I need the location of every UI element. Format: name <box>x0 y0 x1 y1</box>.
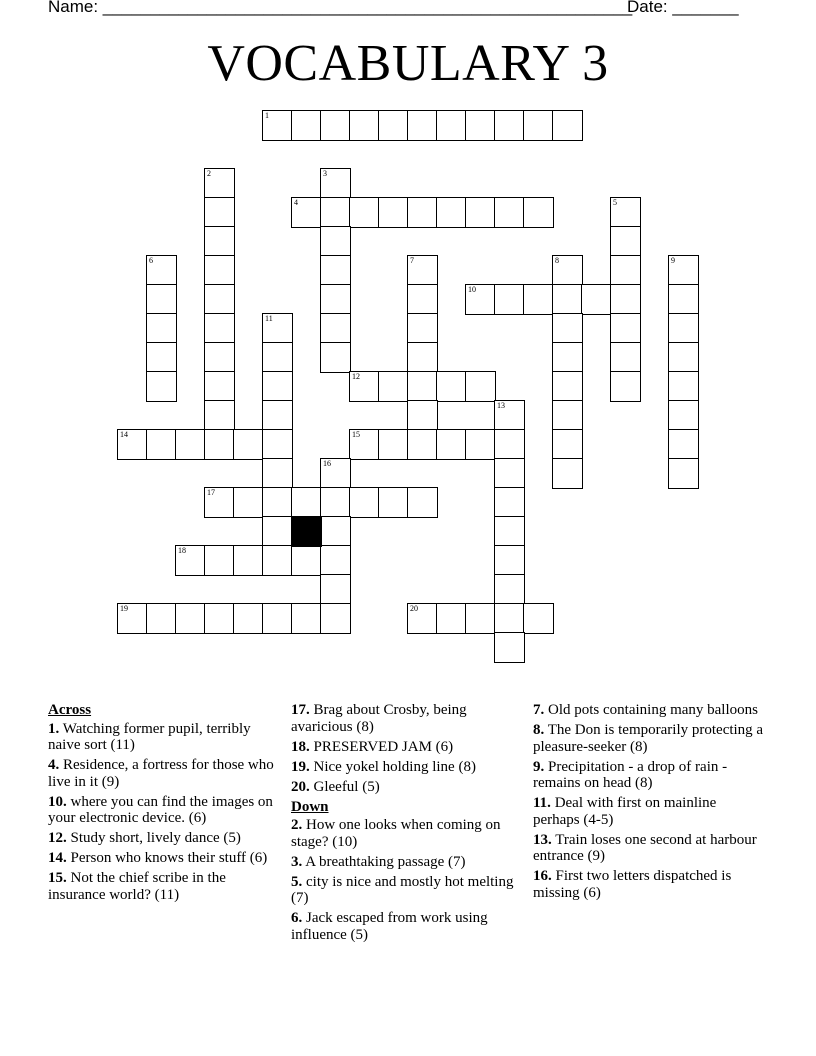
grid-cell[interactable] <box>204 255 235 286</box>
grid-cell[interactable] <box>552 313 583 344</box>
grid-cell[interactable] <box>494 603 525 634</box>
grid-cell[interactable] <box>552 400 583 431</box>
grid-cell[interactable] <box>407 603 438 634</box>
clue-number: 10. <box>48 793 67 810</box>
down-clue-6 <box>291 910 521 943</box>
grid-cell[interactable] <box>552 110 583 141</box>
clue-number: 13. <box>533 831 552 848</box>
grid-cell[interactable] <box>465 603 496 634</box>
grid-cell[interactable] <box>610 371 641 402</box>
grid-cell[interactable] <box>320 168 351 199</box>
grid-cell[interactable] <box>494 516 525 547</box>
clue-number-label: 1 <box>265 111 269 120</box>
clue-number: 17. <box>291 702 310 718</box>
grid-cell[interactable] <box>523 110 554 141</box>
clue-text: Not the chief scribe in the insurance world? (11) <box>48 870 226 903</box>
grid-cell[interactable] <box>349 487 380 518</box>
clue-number-label: 6 <box>149 256 153 265</box>
clue-number-label: 5 <box>613 198 617 207</box>
grid-cell[interactable] <box>668 371 699 402</box>
clue-number: 20. <box>291 778 310 795</box>
grid-cell[interactable] <box>175 603 206 634</box>
grid-cell[interactable] <box>117 429 148 460</box>
clue-text: Brag about Crosby, being avaricious (8) <box>291 702 467 735</box>
clue-number-label: 15 <box>352 430 360 439</box>
grid-cell[interactable] <box>320 226 351 257</box>
grid-cell[interactable] <box>552 284 583 315</box>
clue-column-1 <box>48 702 280 907</box>
grid-cell[interactable] <box>668 255 699 286</box>
grid-cell[interactable] <box>407 342 438 373</box>
grid-cell[interactable] <box>378 429 409 460</box>
grid-cell[interactable] <box>320 545 351 576</box>
grid-cell[interactable] <box>581 284 612 315</box>
grid-cell[interactable] <box>320 487 351 518</box>
grid-cell[interactable] <box>610 255 641 286</box>
grid-cell[interactable] <box>262 487 293 518</box>
grid-cell[interactable] <box>436 429 467 460</box>
clue-number: 15. <box>48 870 67 886</box>
clue-text: Jack escaped from work using influence (5) <box>291 910 488 943</box>
grid-cell[interactable] <box>494 458 525 489</box>
grid-cell[interactable] <box>523 197 554 228</box>
clue-number-label: 14 <box>120 430 128 439</box>
clue-number-label: 8 <box>555 256 559 265</box>
grid-cell[interactable] <box>320 342 351 373</box>
across-clue-15 <box>48 870 280 903</box>
grid-cell[interactable] <box>262 342 293 373</box>
grid-cell[interactable] <box>204 168 235 199</box>
clue-number: 8. <box>533 722 545 738</box>
clue-text: Person who knows their stuff (6) <box>70 850 268 866</box>
grid-cell[interactable] <box>407 313 438 344</box>
grid-cell[interactable] <box>117 603 148 634</box>
grid-cell[interactable] <box>465 371 496 402</box>
grid-cell[interactable] <box>494 197 525 228</box>
grid-cell[interactable] <box>146 313 177 344</box>
grid-cell[interactable] <box>262 313 293 344</box>
grid-cell[interactable] <box>552 371 583 402</box>
grid-cell[interactable] <box>146 603 177 634</box>
grid-cell[interactable] <box>291 197 322 228</box>
grid-cell[interactable] <box>146 284 177 315</box>
grid-cell[interactable] <box>668 342 699 373</box>
grid-cell[interactable] <box>349 197 380 228</box>
grid-cell[interactable] <box>320 458 351 489</box>
grid-cell[interactable] <box>320 516 351 547</box>
grid-cell[interactable] <box>320 255 351 286</box>
grid-cell[interactable] <box>668 429 699 460</box>
across-clue-18 <box>291 739 521 756</box>
grid-cell[interactable] <box>146 371 177 402</box>
grid-cell[interactable] <box>204 342 235 373</box>
clue-number-label: 19 <box>120 604 128 613</box>
down-clue-7 <box>533 702 765 719</box>
grid-cell[interactable] <box>378 110 409 141</box>
grid-cell[interactable] <box>494 110 525 141</box>
clue-text: A breathtaking passage (7) <box>305 853 466 870</box>
grid-cell[interactable] <box>407 487 438 518</box>
clue-number-label: 7 <box>410 256 414 265</box>
clue-number-label: 12 <box>352 372 360 381</box>
grid-cell[interactable] <box>407 400 438 431</box>
across-clue-14 <box>48 850 280 867</box>
grid-cell[interactable] <box>378 371 409 402</box>
grid-cell[interactable] <box>204 313 235 344</box>
grid-cell[interactable] <box>494 574 525 605</box>
clue-text: First two letters dispatched is missing (6) <box>533 868 732 901</box>
clue-text: Gleeful (5) <box>313 778 380 795</box>
grid-cell[interactable] <box>291 110 322 141</box>
clue-text: The Don is temporarily protecting a pleasure-seeker (8) <box>533 722 764 755</box>
across-clue-17 <box>291 702 521 735</box>
across-clue-19 <box>291 759 521 776</box>
grid-cell[interactable] <box>494 284 525 315</box>
clue-number: 6. <box>291 910 303 926</box>
grid-cell[interactable] <box>204 487 235 518</box>
clue-text: city is nice and mostly hot melting (7) <box>291 873 514 906</box>
clue-number: 16. <box>533 868 552 884</box>
grid-cell[interactable] <box>552 255 583 286</box>
grid-cell[interactable] <box>320 110 351 141</box>
grid-cell[interactable] <box>494 429 525 460</box>
clue-text: Nice yokel holding line (8) <box>313 758 476 775</box>
clue-number: 3. <box>291 853 303 870</box>
clue-number-label: 17 <box>207 488 215 497</box>
grid-cell[interactable] <box>407 110 438 141</box>
clue-number: 2. <box>291 817 303 833</box>
grid-cell[interactable] <box>349 110 380 141</box>
grid-cell[interactable] <box>175 545 206 576</box>
grid-cell[interactable] <box>146 342 177 373</box>
clue-number-label: 3 <box>323 169 327 178</box>
grid-cell[interactable] <box>291 487 322 518</box>
grid-cell[interactable] <box>465 429 496 460</box>
grid-cell[interactable] <box>204 545 235 576</box>
grid-cell[interactable] <box>552 458 583 489</box>
grid-cell[interactable] <box>233 429 264 460</box>
clue-number-label: 20 <box>410 604 418 613</box>
grid-cell[interactable] <box>378 487 409 518</box>
grid-cell[interactable] <box>233 545 264 576</box>
grid-cell[interactable] <box>610 342 641 373</box>
clue-number-label: 10 <box>468 285 476 294</box>
across-clue-20 <box>291 779 521 796</box>
grid-cell[interactable] <box>494 400 525 431</box>
clue-text: Old pots containing many balloons <box>548 702 758 718</box>
down-heading: Down <box>291 798 329 815</box>
grid-cell[interactable] <box>175 429 206 460</box>
grid-cell[interactable] <box>668 458 699 489</box>
clue-number: 14. <box>48 850 67 866</box>
grid-cell[interactable] <box>407 429 438 460</box>
grid-cell[interactable] <box>262 400 293 431</box>
grid-cell[interactable] <box>204 226 235 257</box>
grid-cell[interactable] <box>262 371 293 402</box>
grid-cell[interactable] <box>523 284 554 315</box>
clue-column-3 <box>533 702 765 905</box>
clue-number: 12. <box>48 830 67 846</box>
across-clue-4 <box>48 757 280 790</box>
blocked-cell <box>291 516 322 547</box>
grid-cell[interactable] <box>610 197 641 228</box>
clue-number-label: 2 <box>207 169 211 178</box>
grid-cell[interactable] <box>233 603 264 634</box>
grid-cell[interactable] <box>320 313 351 344</box>
grid-cell[interactable] <box>436 603 467 634</box>
page-title: VOCABULARY 3 <box>207 35 609 92</box>
clue-number-label: 4 <box>294 198 298 207</box>
clue-number-label: 18 <box>178 546 186 555</box>
down-clue-2 <box>291 817 521 850</box>
clue-number: 11. <box>533 795 551 811</box>
across-clue-1 <box>48 721 280 754</box>
grid-cell[interactable] <box>320 603 351 634</box>
across-clue-12 <box>48 830 280 847</box>
grid-cell[interactable] <box>204 197 235 228</box>
grid-cell[interactable] <box>407 371 438 402</box>
grid-cell[interactable] <box>465 110 496 141</box>
grid-cell[interactable] <box>552 429 583 460</box>
down-clue-8 <box>533 722 765 755</box>
grid-cell[interactable] <box>204 603 235 634</box>
clue-number-label: 13 <box>497 401 505 410</box>
date-field-label: Date: _______ <box>627 0 739 16</box>
clue-number: 4. <box>48 757 60 773</box>
down-clue-3 <box>291 854 521 871</box>
clue-text: Deal with first on mainline perhaps (4-5) <box>533 795 717 828</box>
down-clue-13 <box>533 832 765 865</box>
grid-cell[interactable] <box>668 400 699 431</box>
grid-cell[interactable] <box>494 545 525 576</box>
grid-cell[interactable] <box>436 197 467 228</box>
grid-cell[interactable] <box>291 603 322 634</box>
clue-text: Watching former pupil, terribly naive sort (11) <box>48 720 251 753</box>
clue-text: Residence, a fortress for those who live in it (9) <box>48 757 274 790</box>
clue-number-label: 11 <box>265 314 273 323</box>
grid-cell[interactable] <box>204 400 235 431</box>
grid-cell[interactable] <box>262 458 293 489</box>
grid-cell[interactable] <box>436 371 467 402</box>
grid-cell[interactable] <box>204 284 235 315</box>
clue-text: PRESERVED JAM (6) <box>313 738 454 755</box>
grid-cell[interactable] <box>320 284 351 315</box>
grid-cell[interactable] <box>349 429 380 460</box>
grid-cell[interactable] <box>610 313 641 344</box>
clue-number-label: 9 <box>671 256 675 265</box>
grid-cell[interactable] <box>262 516 293 547</box>
down-clue-11 <box>533 795 765 828</box>
grid-cell[interactable] <box>204 429 235 460</box>
across-clue-10 <box>48 794 280 827</box>
across-heading: Across <box>48 702 92 718</box>
grid-cell[interactable] <box>233 487 264 518</box>
down-clue-16 <box>533 868 765 901</box>
grid-cell[interactable] <box>523 603 554 634</box>
grid-cell[interactable] <box>320 197 351 228</box>
clue-text: Study short, lively dance (5) <box>70 830 241 846</box>
grid-cell[interactable] <box>262 603 293 634</box>
grid-cell[interactable] <box>465 197 496 228</box>
grid-cell[interactable] <box>668 313 699 344</box>
grid-cell[interactable] <box>262 110 293 141</box>
clue-number: 19. <box>291 758 310 775</box>
grid-cell[interactable] <box>407 255 438 286</box>
clue-number: 5. <box>291 873 303 890</box>
grid-cell[interactable] <box>262 429 293 460</box>
down-clue-9 <box>533 759 765 792</box>
grid-cell[interactable] <box>407 197 438 228</box>
grid-cell[interactable] <box>668 284 699 315</box>
grid-cell[interactable] <box>349 371 380 402</box>
grid-cell[interactable] <box>146 429 177 460</box>
grid-cell[interactable] <box>378 197 409 228</box>
clue-number: 7. <box>533 702 545 718</box>
clue-number-label: 16 <box>323 459 331 468</box>
clue-text: Precipitation - a drop of rain - remains on head (8) <box>533 758 728 791</box>
grid-cell[interactable] <box>610 226 641 257</box>
grid-cell[interactable] <box>494 487 525 518</box>
grid-cell[interactable] <box>610 284 641 315</box>
grid-cell[interactable] <box>494 632 525 663</box>
clue-column-2 <box>291 702 521 947</box>
clue-text: Train loses one second at harbour entrance (9) <box>533 831 757 864</box>
grid-cell[interactable] <box>320 574 351 605</box>
grid-cell[interactable] <box>146 255 177 286</box>
grid-cell[interactable] <box>291 545 322 576</box>
grid-cell[interactable] <box>465 284 496 315</box>
grid-cell[interactable] <box>407 284 438 315</box>
clue-text: How one looks when coming on stage? (10) <box>291 817 501 850</box>
grid-cell[interactable] <box>204 371 235 402</box>
clue-number: 18. <box>291 738 310 755</box>
clue-number: 9. <box>533 758 545 775</box>
grid-cell[interactable] <box>552 342 583 373</box>
down-clue-5 <box>291 874 521 907</box>
grid-cell[interactable] <box>436 110 467 141</box>
grid-cell[interactable] <box>262 545 293 576</box>
clue-text: where you can find the images on your electronic device. (6) <box>48 793 273 826</box>
name-field-label: Name: ________________________________________________________ <box>48 0 633 16</box>
clue-number: 1. <box>48 720 60 737</box>
